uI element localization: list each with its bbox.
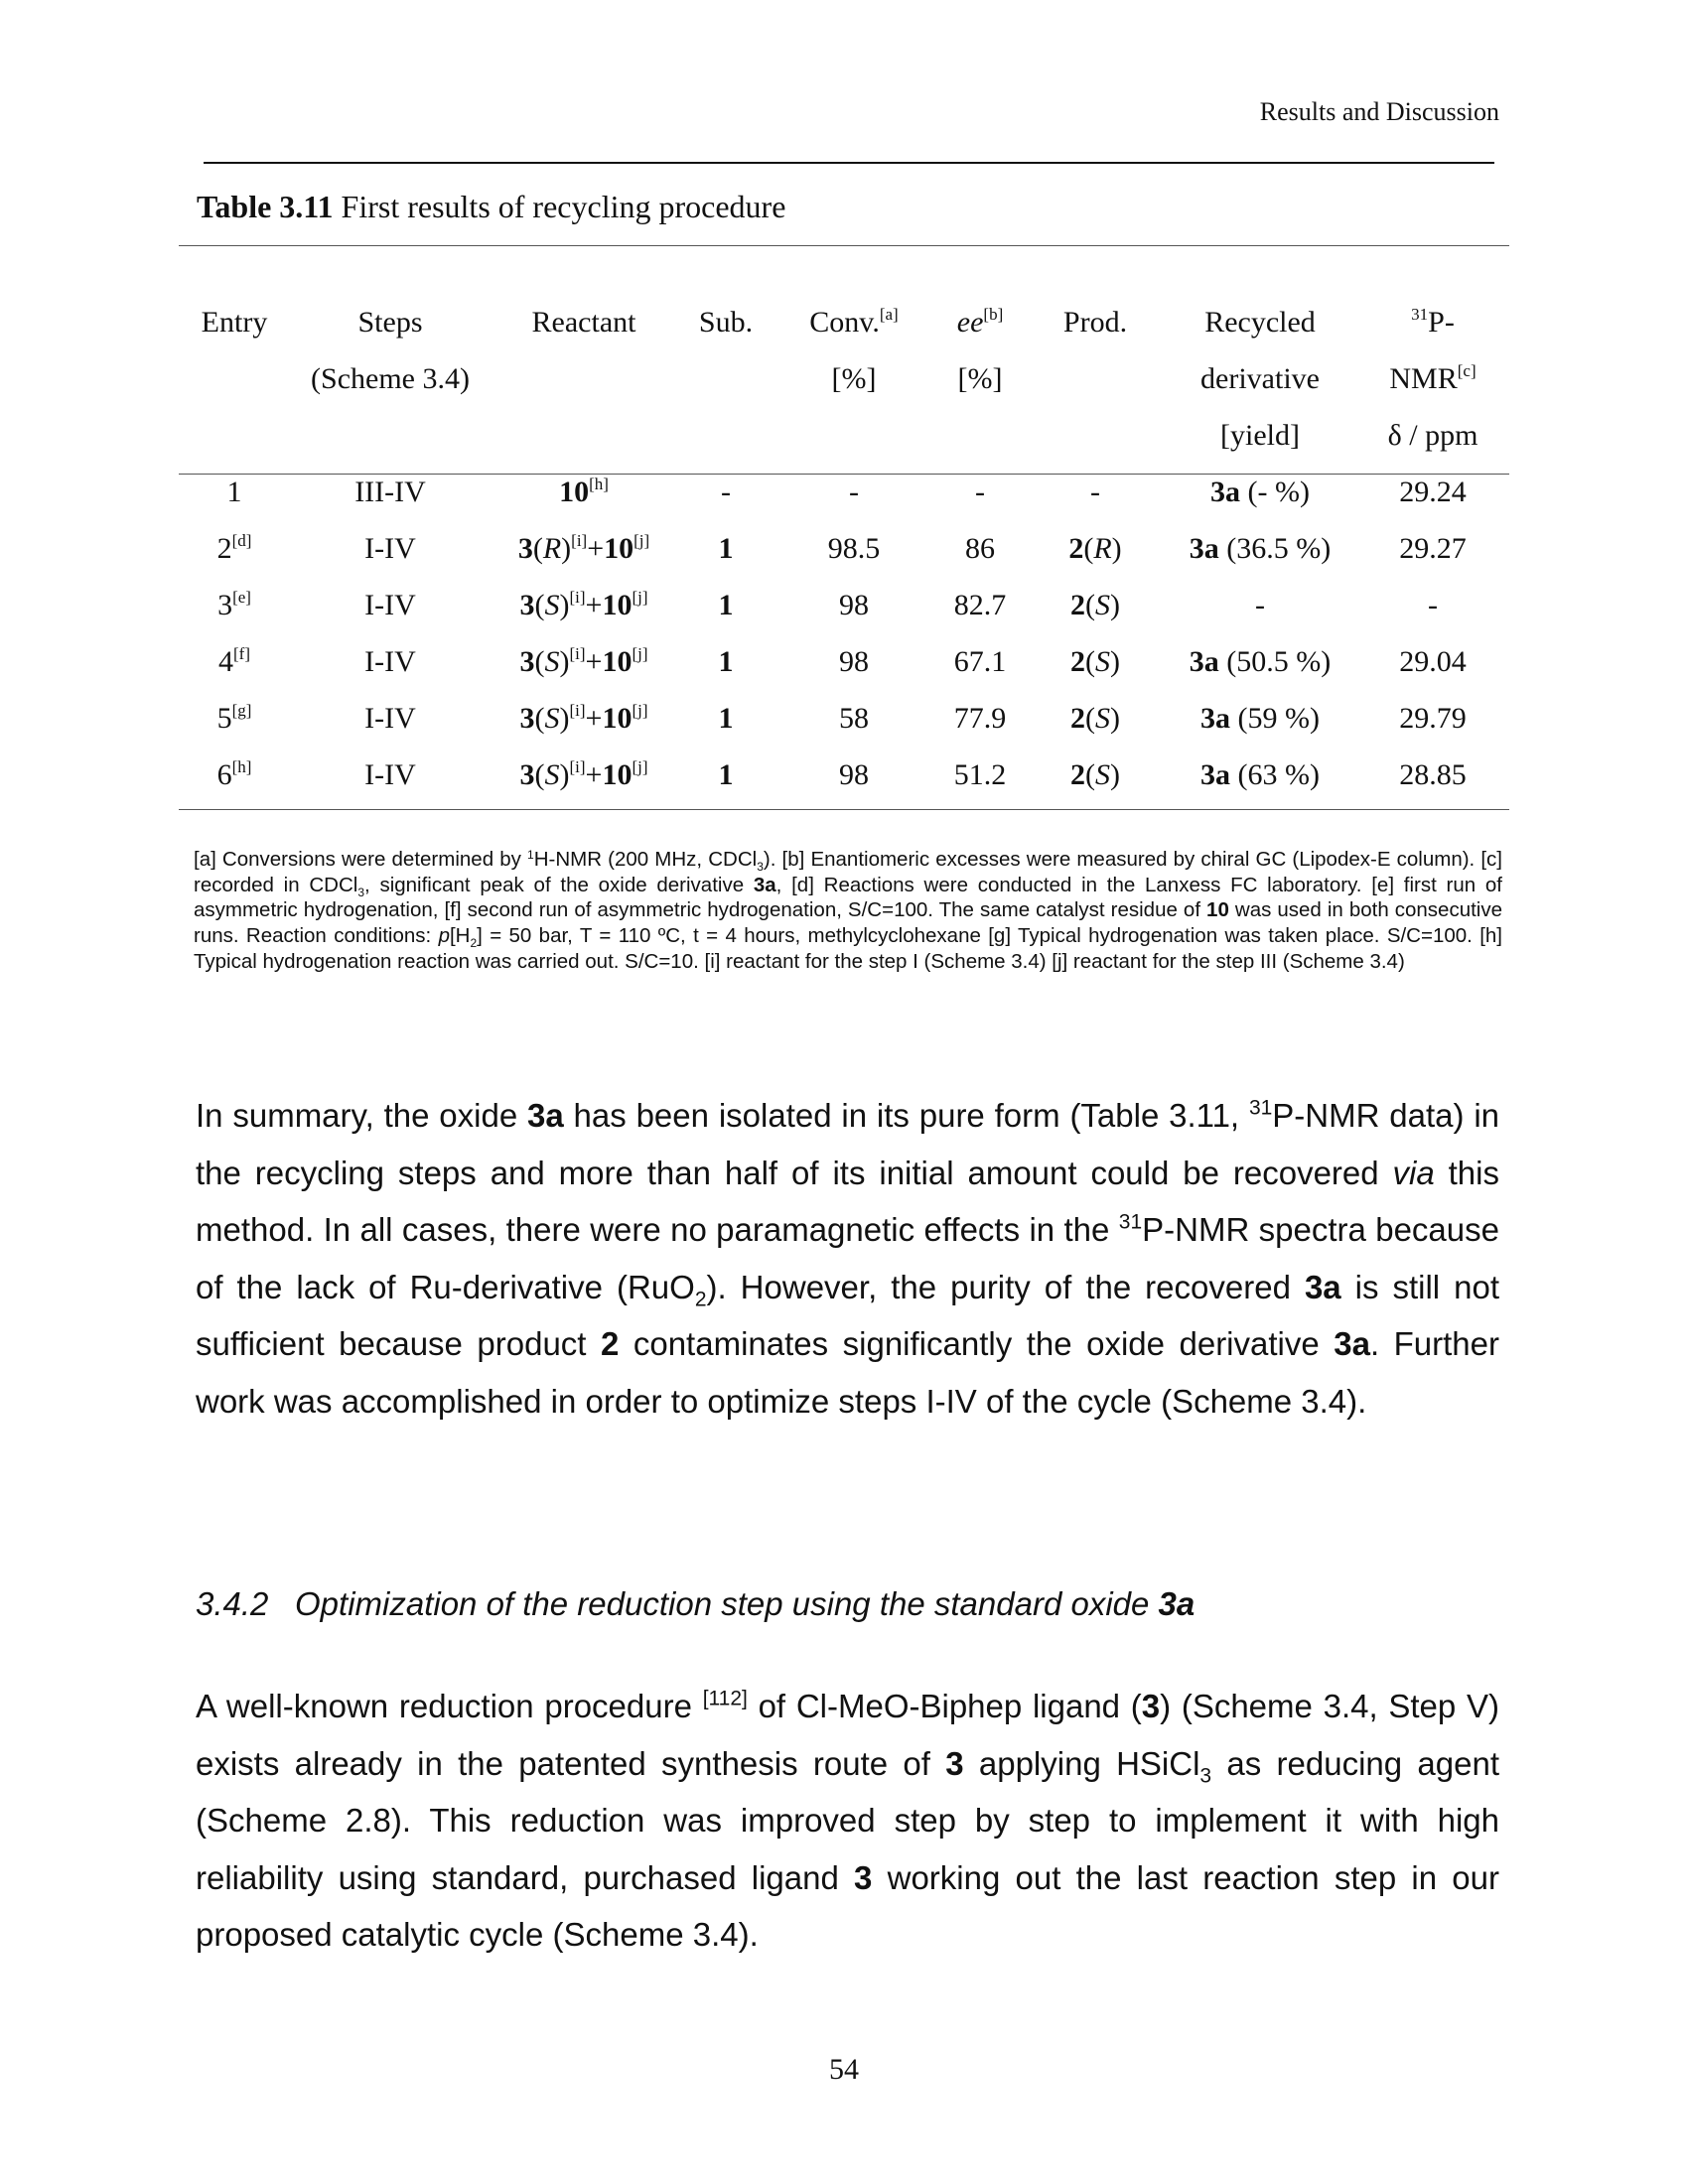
section-number: 3.4.2 xyxy=(196,1585,269,1622)
cell-nmr: 29.24 xyxy=(1399,476,1467,508)
cell-steps: I-IV xyxy=(364,645,416,678)
col-header-sub: Sub. xyxy=(698,306,754,339)
cell-reactant: 3(S)[i]+10[j] xyxy=(519,644,648,678)
cell-prod: 2(R) xyxy=(1068,532,1122,565)
cell-steps: III-IV xyxy=(354,476,426,508)
cell-reactant: 10[h] xyxy=(559,475,609,508)
cell-reactant: 3(R)[i]+10[j] xyxy=(517,531,650,565)
cell-reactant: 3(S)[i]+10[j] xyxy=(519,701,648,735)
cell-entry: 5[g] xyxy=(216,701,252,735)
cell-recycled: - xyxy=(1255,589,1265,621)
table-top-rule xyxy=(179,245,1509,246)
cell-reactant: 3(S)[i]+10[j] xyxy=(519,757,648,791)
col-header-entry: Entry xyxy=(201,306,268,339)
cell-ee: 51.2 xyxy=(953,758,1007,791)
cell-prod: 2(S) xyxy=(1070,758,1120,791)
cell-conv: 98 xyxy=(839,645,869,678)
header-rule xyxy=(204,162,1494,164)
col-header-recycled: Recycled derivative [yield] xyxy=(1200,306,1320,452)
reduction-paragraph: A well-known reduction procedure [112] of Cl-MeO-Biphep ligand (3) (Scheme 3.4, Step V) exists already in the patented synthesis route of 3 applying HSiCl$_3$ as reducing agent (Scheme 2.8). This reduction was improved step by step to implement it with high reliability using standard, purchased ligand 3 working out the last reaction step in our proposed catalytic cycle (Scheme 3.4). xyxy=(196,1687,1499,1953)
summary-paragraph: In summary, the oxide 3a has been isolated in its pure form (Table 3.11, $^{31}$P-NMR data) in the recycling steps and more than half of its initial amount could be recovered via this method. In all cases, there were no paramagnetic effects in the $^{31}$P-NMR spectra because of the lack of Ru-derivative (RuO$_2$). However, the purity of the recovered 3a is still not sufficient because product 2 contaminates significantly the oxide derivative 3a. Further work was accomplished in order to optimize steps I-IV of the cycle (Scheme 3.4). xyxy=(196,1096,1500,1420)
cell-nmr: 29.79 xyxy=(1399,702,1467,735)
cell-conv: 98.5 xyxy=(827,532,881,565)
cell-steps: I-IV xyxy=(364,532,416,565)
cell-sub: 1 xyxy=(718,702,734,735)
cell-nmr: 29.27 xyxy=(1399,532,1467,565)
col-header-nmr: $^{31}$P- NMR[c] δ / ppm xyxy=(1387,305,1478,452)
cell-steps: I-IV xyxy=(364,702,416,735)
cell-recycled: 3a (36.5 %) xyxy=(1189,532,1332,565)
cell-entry: 4[f] xyxy=(218,644,250,678)
cell-sub: 1 xyxy=(718,532,734,565)
cell-recycled: 3a (- %) xyxy=(1210,476,1310,508)
table-caption-label: Table 3.11 xyxy=(197,189,334,224)
cell-ee: 86 xyxy=(965,532,995,565)
cell-entry: 1 xyxy=(226,476,242,508)
table-caption-text: First results of recycling procedure xyxy=(333,189,786,224)
col-header-conv: Conv.[a] [%] xyxy=(809,305,899,395)
cell-prod: 2(S) xyxy=(1070,702,1120,735)
cell-recycled: 3a (59 %) xyxy=(1200,702,1320,735)
cell-entry: 6[h] xyxy=(216,757,252,791)
cell-sub: 1 xyxy=(718,589,734,621)
cell-conv: - xyxy=(849,476,859,508)
cell-conv: 98 xyxy=(839,758,869,791)
cell-recycled: 3a (63 %) xyxy=(1200,758,1320,791)
cell-ee: 77.9 xyxy=(953,702,1007,735)
section-title: Optimization of the reduction step using the standard oxide xyxy=(295,1585,1159,1622)
col-header-ee: ee[b] [%] xyxy=(956,305,1004,395)
cell-steps: I-IV xyxy=(364,589,416,621)
cell-nmr: 29.04 xyxy=(1399,645,1467,678)
cell-conv: 98 xyxy=(839,589,869,621)
cell-recycled: 3a (50.5 %) xyxy=(1189,645,1332,678)
cell-ee: 82.7 xyxy=(953,589,1007,621)
table-footnotes: [a] Conversions were determined by $^1$H-NMR (200 MHz, CDCl$_3$). [b] Enantiomeric excesses were measured by chiral GC (Lipodex-E column). [c] recorded in CDCl$_3$, significant peak of the oxide derivative 3a, [d] Reactions were conducted in the Lanxess FC laboratory. [e] first run of asymmetric hydrogenation, [f] second run of asymmetric hydrogenation, S/C=100. The same catalyst residue of 10 was used in both consecutive runs. Reaction conditions: $p[H_2] = 50$ bar, T = 110 ºC, t = 4 hours, methylcyclohexane [g] Typical hydrogenation was taken place. S/C=100. [h] Typical hydrogenation reaction was carried out. S/C=10. [i] reactant for the step I (Scheme 3.4) [j] reactant for the step III (Scheme 3.4) xyxy=(194,847,1503,973)
cell-ee: - xyxy=(975,476,985,508)
cell-sub: 1 xyxy=(718,758,734,791)
col-header-reactant: Reactant xyxy=(531,306,636,339)
table-caption xyxy=(197,189,785,225)
cell-entry: 2[d] xyxy=(216,531,252,565)
cell-steps: I-IV xyxy=(364,758,416,791)
running-header: Results and Discussion xyxy=(1259,97,1499,126)
cell-conv: 58 xyxy=(839,702,869,735)
col-header-steps: Steps (Scheme 3.4) xyxy=(311,306,470,395)
cell-prod: - xyxy=(1090,476,1100,508)
cell-nmr: 28.85 xyxy=(1399,758,1467,791)
col-header-prod: Prod. xyxy=(1062,306,1128,339)
cell-reactant: 3(S)[i]+10[j] xyxy=(519,588,648,621)
cell-prod: 2(S) xyxy=(1070,645,1120,678)
table-bottom-rule xyxy=(179,809,1509,810)
cell-sub: 1 xyxy=(718,645,734,678)
cell-prod: 2(S) xyxy=(1070,589,1120,621)
page-number: 54 xyxy=(829,2053,859,2086)
cell-sub: - xyxy=(721,476,731,508)
cell-entry: 3[e] xyxy=(217,588,251,621)
cell-ee: 67.1 xyxy=(953,645,1007,678)
section-heading: 3.4.2 Optimization of the reduction step using the standard oxide 3a xyxy=(196,1585,1196,1622)
cell-nmr: - xyxy=(1428,589,1438,621)
